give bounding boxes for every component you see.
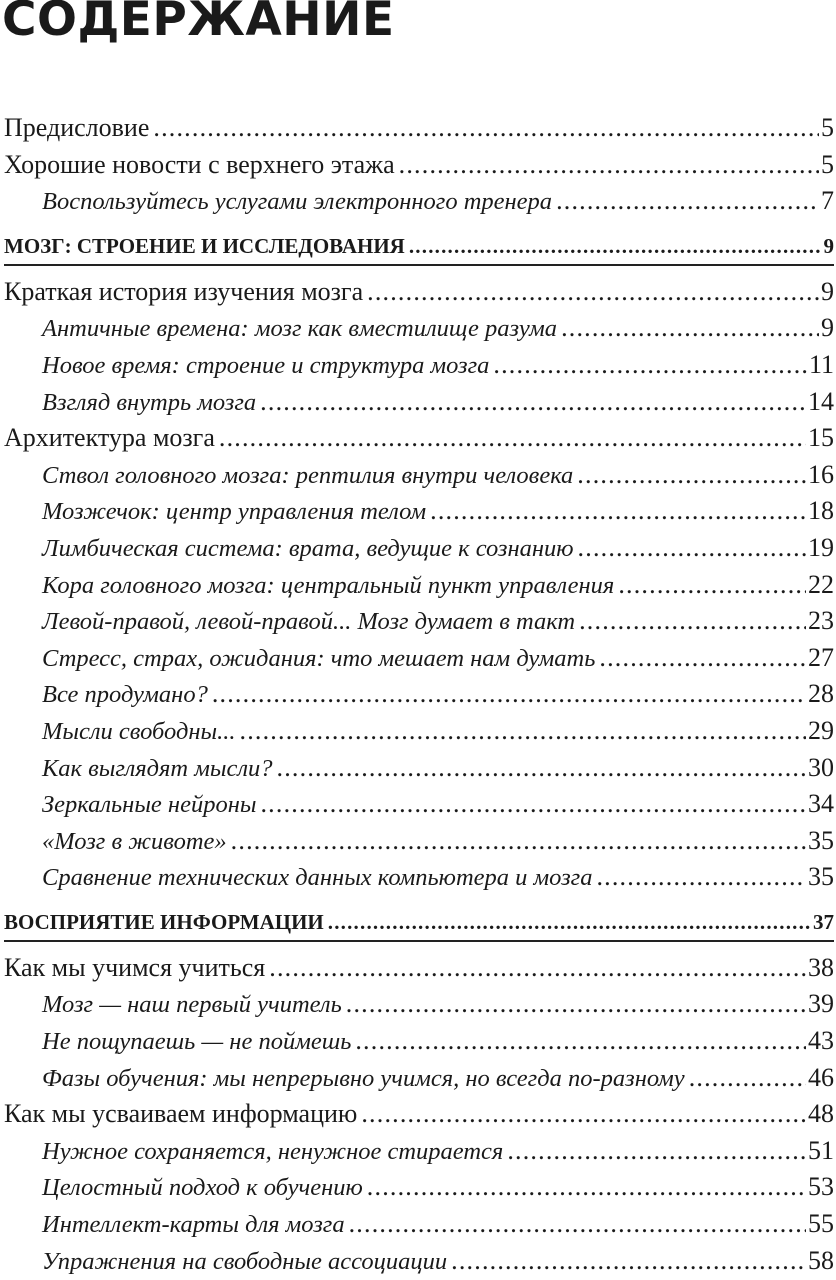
toc-section-heading	[4, 904, 834, 940]
toc-entry-title: Как мы усваиваем информацию	[4, 1099, 358, 1129]
dot-leader	[328, 904, 811, 940]
dot-leader	[556, 183, 819, 220]
dot-leader	[212, 676, 806, 713]
dot-leader	[361, 1096, 806, 1133]
toc-entry-title: Архитектура мозга	[4, 423, 215, 453]
dot-leader	[260, 384, 806, 421]
dot-leader	[493, 347, 807, 384]
dot-leader	[269, 950, 806, 987]
toc-entry-title: МОЗГ: СТРОЕНИЕ И ИССЛЕДОВАНИЯ	[4, 233, 405, 258]
toc-subsection-entry	[4, 1060, 834, 1097]
toc-subsection-entry	[4, 750, 834, 787]
toc-entry-title: «Мозг в животе»	[42, 827, 227, 855]
dot-leader	[367, 274, 819, 311]
toc-page-number: 9	[821, 313, 834, 343]
dot-leader	[409, 228, 822, 264]
toc-chapter-entry	[4, 950, 834, 987]
toc-page-number: 46	[808, 1062, 834, 1092]
toc-subsection-entry	[4, 384, 834, 421]
toc-entry-title: Упражнения на свободные ассоциации	[42, 1247, 448, 1275]
toc-entry-title: Мозжечок: центр управления телом	[42, 498, 427, 526]
toc-entry-title: Кора головного мозга: центральный пункт управления	[42, 571, 615, 599]
toc-page-number: 18	[808, 496, 834, 526]
toc-entry-title: Левой-правой, левой-правой... Мозг думает в такт	[42, 608, 576, 636]
toc-entry-title: Как выглядят мысли?	[42, 754, 273, 782]
dot-leader	[153, 110, 819, 147]
dot-leader	[240, 713, 807, 750]
toc-entry-title: Ствол головного мозга: рептилия внутри человека	[42, 461, 574, 489]
toc-page-number: 11	[808, 349, 834, 379]
toc-chapter-entry	[4, 147, 834, 184]
toc-page-number: 28	[808, 679, 834, 709]
toc-subsection-entry	[4, 676, 834, 713]
toc-entry-title: Мозг — наш первый учитель	[42, 991, 342, 1019]
toc-page-number: 23	[808, 606, 834, 636]
toc-page-number: 35	[808, 862, 834, 892]
toc-entry-title: Как мы учимся учиться	[4, 952, 266, 982]
toc-subsection-entry	[4, 713, 834, 750]
dot-leader	[578, 530, 806, 567]
toc-entry-title: Стресс, страх, ожидания: что мешает нам думать	[42, 644, 596, 672]
toc-subsection-entry	[4, 183, 834, 220]
toc-page-number: 5	[821, 149, 834, 179]
dot-leader	[599, 640, 806, 677]
toc-subsection-entry	[4, 823, 834, 860]
dot-leader	[399, 147, 819, 184]
toc-subsection-entry	[4, 986, 834, 1023]
toc-page-number: 7	[821, 186, 834, 216]
toc-page-number: 34	[808, 789, 834, 819]
dot-leader	[219, 420, 806, 457]
toc-page-number: 22	[808, 569, 834, 599]
toc-page-number: 5	[821, 113, 834, 142]
toc-subsection-entry	[4, 859, 834, 896]
toc-subsection-entry	[4, 530, 834, 567]
dot-leader	[430, 493, 806, 530]
toc-chapter-entry	[4, 274, 834, 311]
dot-leader	[355, 1023, 806, 1060]
toc-section-heading	[4, 228, 834, 264]
dot-leader	[689, 1060, 806, 1097]
toc-subsection-entry	[4, 493, 834, 530]
toc-entry-title: Фазы обучения: мы непрерывно учимся, но всегда по-разному	[42, 1064, 685, 1092]
toc-subsection-entry	[4, 1206, 834, 1243]
toc-page-number: 30	[808, 752, 834, 782]
dot-leader	[260, 786, 806, 823]
toc-page-number: 48	[808, 1099, 834, 1129]
dot-leader	[346, 986, 806, 1023]
toc-chapter-entry	[4, 110, 834, 147]
toc-entry-title: Сравнение технических данных компьютера и мозга	[42, 864, 593, 892]
toc-subsection-entry	[4, 1169, 834, 1206]
toc-entry-title: Не пощупаешь — не поймешь	[42, 1028, 352, 1056]
toc-entry-title: Мысли свободны...	[42, 717, 236, 745]
section-rule	[4, 264, 834, 266]
toc-entry-title: Интеллект-карты для мозга	[42, 1211, 345, 1239]
dot-leader	[507, 1133, 806, 1170]
dot-leader	[277, 750, 806, 787]
toc-entry-title: Краткая история изучения мозга	[4, 276, 364, 306]
toc-subsection-entry	[4, 603, 834, 640]
table-of-contents	[4, 110, 834, 1279]
toc-entry-title: Целостный подход к обучению	[42, 1174, 363, 1202]
toc-subsection-entry	[4, 1023, 834, 1060]
toc-chapter-entry	[4, 420, 834, 457]
toc-subsection-entry	[4, 347, 834, 384]
toc-page-number: 38	[808, 952, 834, 982]
toc-entry-title: Хорошие новости с верхнего этажа	[4, 149, 395, 179]
toc-entry-title: Взгляд внутрь мозга	[42, 388, 257, 416]
toc-entry-title: Античные времена: мозг как вместилище разума	[42, 315, 558, 343]
toc-entry-title: Предисловие	[4, 113, 150, 142]
toc-page-number: 9	[821, 276, 834, 306]
dot-leader	[367, 1169, 806, 1206]
dot-leader	[618, 567, 806, 604]
section-rule	[4, 940, 834, 942]
toc-page-number: 16	[808, 459, 834, 489]
toc-subsection-entry	[4, 567, 834, 604]
toc-page-number: 29	[808, 715, 834, 745]
dot-leader	[579, 603, 806, 640]
toc-entry-title: ВОСПРИЯТИЕ ИНФОРМАЦИИ	[4, 909, 324, 934]
toc-subsection-entry	[4, 310, 834, 347]
toc-page-number: 43	[808, 1026, 834, 1056]
dot-leader	[451, 1243, 806, 1280]
toc-entry-title: Зеркальные нейроны	[42, 791, 257, 819]
toc-subsection-entry	[4, 786, 834, 823]
toc-page-number: 51	[808, 1135, 834, 1165]
toc-subsection-entry	[4, 457, 834, 494]
toc-page-number: 35	[808, 825, 834, 855]
toc-page-number: 53	[808, 1172, 834, 1202]
dot-leader	[231, 823, 806, 860]
toc-page-number: 58	[808, 1245, 834, 1275]
toc-page-number: 19	[808, 532, 834, 562]
toc-subsection-entry	[4, 1133, 834, 1170]
toc-page-number: 37	[813, 909, 834, 934]
toc-entry-title: Лимбическая система: врата, ведущие к сознанию	[42, 534, 574, 562]
toc-page-number: 27	[808, 642, 834, 672]
toc-chapter-entry	[4, 1096, 834, 1133]
toc-entry-title: Воспользуйтесь услугами электронного тренера	[42, 188, 553, 216]
page-title: СОДЕРЖАНИЕ	[2, 0, 395, 47]
toc-entry-title: Все продумано?	[42, 681, 208, 709]
toc-subsection-entry	[4, 640, 834, 677]
dot-leader	[561, 310, 819, 347]
toc-subsection-entry	[4, 1243, 834, 1280]
dot-leader	[577, 457, 806, 494]
toc-entry-title: Нужное сохраняется, ненужное стирается	[42, 1137, 504, 1165]
dot-leader	[596, 859, 806, 896]
toc-page-number: 55	[808, 1209, 834, 1239]
toc-page-number: 14	[808, 386, 834, 416]
toc-entry-title: Новое время: строение и структура мозга	[42, 351, 490, 379]
toc-page-number: 15	[808, 423, 834, 453]
dot-leader	[349, 1206, 806, 1243]
toc-page-number: 39	[808, 989, 834, 1019]
toc-page-number: 9	[823, 233, 834, 258]
